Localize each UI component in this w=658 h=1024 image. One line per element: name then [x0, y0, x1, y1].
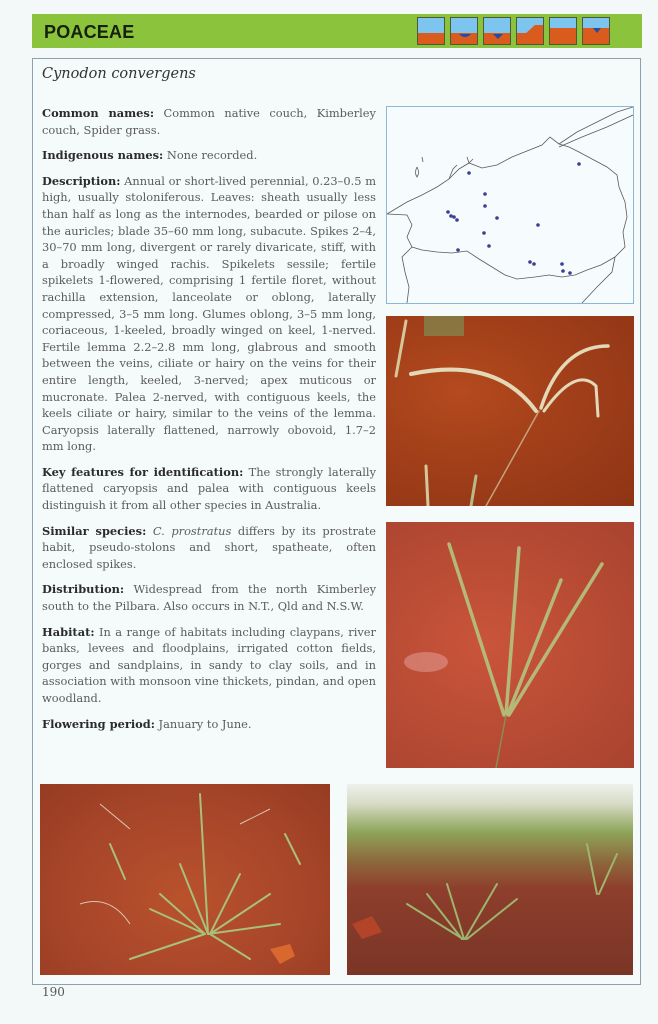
grass-plant-illustration — [40, 784, 330, 975]
habitat-icons — [417, 17, 610, 45]
record-dot — [487, 244, 491, 248]
grass-spikes-illustration — [386, 316, 634, 506]
distribution-map — [386, 106, 634, 304]
record-dot — [483, 192, 487, 196]
species-text-column — [42, 105, 376, 741]
page-number: 190 — [42, 985, 65, 999]
record-dot — [577, 162, 581, 166]
flat-ground-habitat-icon — [417, 17, 445, 45]
distribution-map-graphic — [387, 107, 633, 303]
record-dot — [482, 231, 486, 235]
common-names-section: Common names: Common native couch, Kimberley couch, Spider grass. — [42, 106, 376, 137]
photo-inflorescence-curved — [386, 316, 634, 506]
similar-species-section: Similar species: C. prostratus differs by its prostrate habit, pseudo-stolons and short, spatheate, often enclosed spikes. — [42, 523, 377, 571]
record-dot — [483, 204, 487, 208]
slope-habitat-icon — [516, 17, 544, 45]
distribution-section: Distribution: Widespread from the north Kimberley south to the Pilbara. Also occurs in N.T., Qld and N.S.W. — [42, 582, 376, 614]
flowering-period-section: Flowering period: January to June. — [42, 716, 252, 731]
record-dot — [568, 271, 572, 275]
channel-habitat-icon — [483, 17, 511, 45]
grass-landscape-illustration — [347, 784, 633, 975]
key-features-section: Key features for identification: The strongly laterally flattened caryopsis and palea with contiguous keels distinguish it from all other species in Australia. — [42, 464, 376, 513]
grass-spikes-illustration — [386, 522, 634, 768]
description-section: Description: Annual or short-lived perennial, 0.23–0.5 m high, usually stoloniferous. Leaves: sheath usually less than half as long as the internodes, bearded or pilose on the auricles; blade 35–60 mm long, subacute. Spikes 2–4, 30–70 mm long, divergent or rarely divaricate, stiff, with a broadly winged rachis. Spikelets sessile; fertile spikelets 1-flowered, comprising 1 fertile floret, without rachilla extension, lanceolate or oblong, laterally compressed, 3–5 mm long. Glumes oblong, 3–5 mm long, coriaceous, 1-keeled, broadly winged on keel, 1-nerved. Fertile lemma 2.2–2.8 mm long, glabrous and smooth between the veins, ciliate or hairy on the veins for their entire length, keeled, 3-nerved; apex muticous or mucronate. Palea 2-nerved, with contiguous keels, the keels ciliate or hairy, similar to the veins of the lemma. Caryopsis laterally flattened, narrowly obovoid, 1.7–2 mm long. — [42, 173, 376, 454]
record-dot — [495, 216, 499, 220]
species-name: Cynodon convergens — [42, 66, 196, 82]
photo-plants-in-landscape — [347, 784, 633, 975]
photo-inflorescence-upright — [386, 522, 634, 768]
family-header-bar — [32, 14, 642, 48]
habitat-section: Habitat: In a range of habitats including claypans, river banks, levees and floodplains, irrigated cotton fields, gorges and sandplains, in sandy to clay soils, and in association with monsoon vine thickets, pindan, and open woodland. — [42, 624, 376, 705]
record-dot — [560, 262, 564, 266]
photo-plant-on-red-soil — [40, 784, 330, 975]
pool-habitat-icon — [582, 17, 610, 45]
record-dot — [452, 215, 456, 219]
record-dot — [528, 260, 532, 264]
record-dot — [455, 218, 459, 222]
record-dot — [446, 210, 450, 214]
indigenous-names-section: Indigenous names: None recorded. — [42, 148, 258, 163]
family-title: POACEAE — [44, 22, 135, 42]
shallow-depression-habitat-icon — [450, 17, 478, 45]
record-dot — [467, 171, 471, 175]
plateau-habitat-icon — [549, 17, 577, 45]
record-dot — [561, 269, 565, 273]
record-dot — [536, 223, 540, 227]
record-dot — [456, 248, 460, 252]
record-dot — [532, 262, 536, 266]
